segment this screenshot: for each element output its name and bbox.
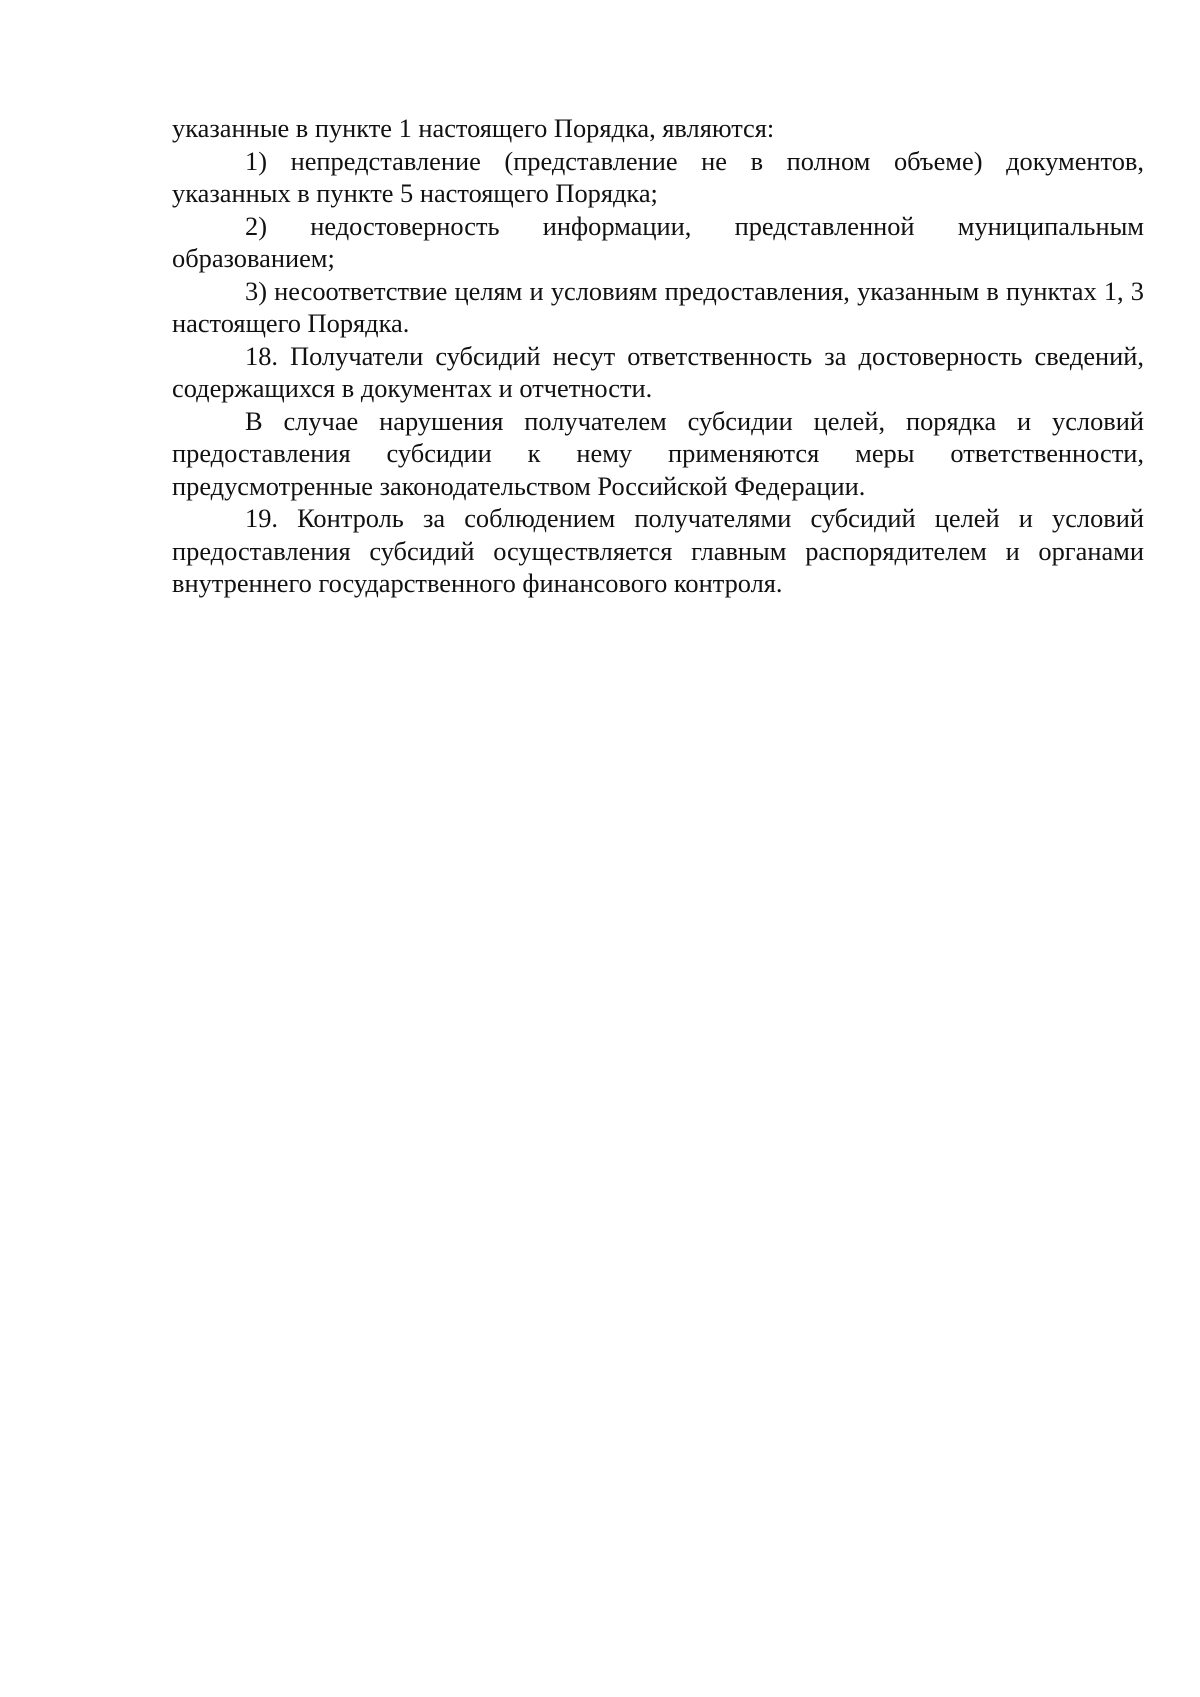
paragraph-continuation: указанные в пункте 1 настоящего Порядка, являются:: [172, 113, 775, 143]
paragraph-item-3: 3) несоответствие целям и условиям предоставления, указанным в пунктах 1, 3 настоящего Порядка.: [172, 275, 1144, 338]
paragraph-section-19: 19. Контроль за соблюдением получателями субсидий целей и условий предоставления субсидий осуществляется главным распорядителем и органами внутреннего государственного финансового контроля.: [172, 503, 1144, 598]
paragraph-item-1: 1) непредставление (представление не в полном объеме) документов, указанных в пункте 5 настоящего Порядка;: [172, 145, 1144, 208]
paragraph-violation-liability: В случае нарушения получателем субсидии целей, порядка и условий предоставления субсидии к нему применяются меры ответственности, предусмотренные законодательством Российской Федерации.: [172, 405, 1144, 501]
paragraph-item-2: 2) недостоверность информации, представленной муниципальным образованием;: [172, 210, 1144, 273]
document-body: [172, 112, 1144, 600]
paragraph-section-18: 18. Получатели субсидий несут ответственность за достоверность сведений, содержащихся в документах и отчетности.: [172, 340, 1144, 403]
